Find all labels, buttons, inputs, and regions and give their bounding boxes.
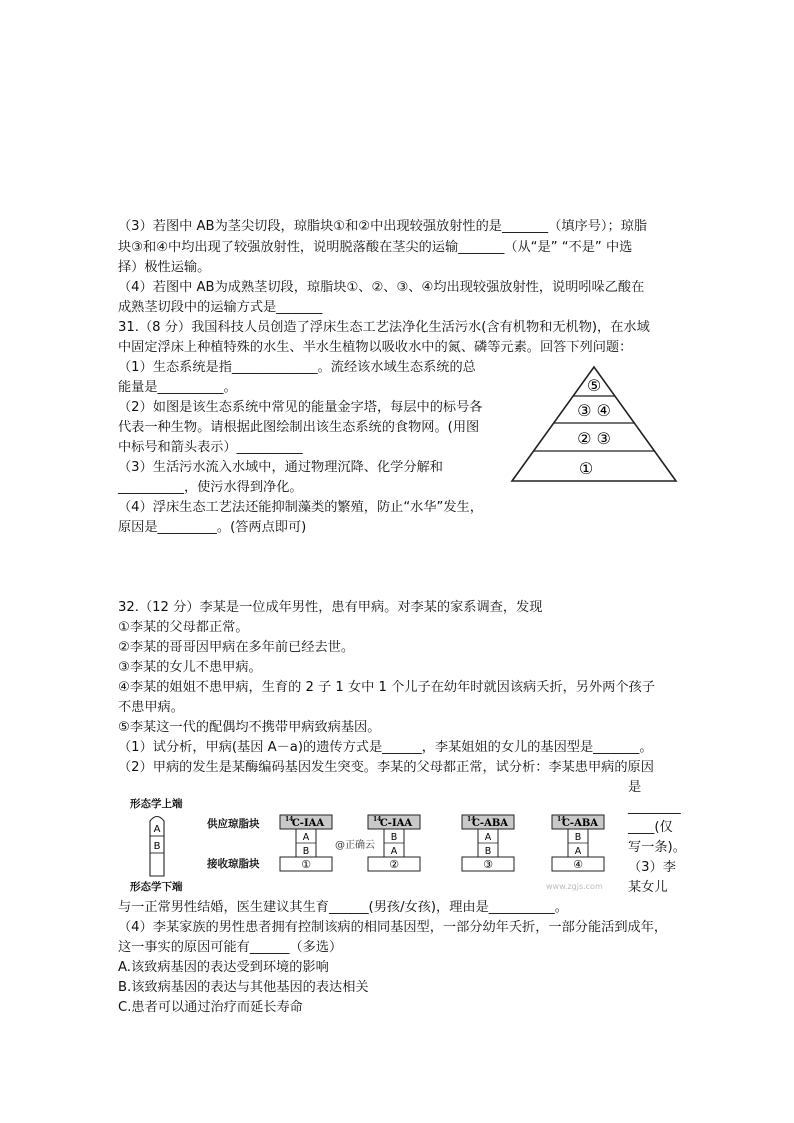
q32-line-11: （4）李某家族的男性患者拥有控制该病的相同基因型，一部分幼年夭折，一部分能活到成年， [118,920,668,935]
segment-b-label: B [153,841,161,852]
q31-line-2: 中固定浮床上种植特殊的水生、半水生植物以吸收水中的氮、磷等元素。回答下列问题： [118,340,633,355]
pyramid-layer-4: ⑤ [586,376,602,395]
q31-line-9: __________，使污水得到净化。 [118,480,303,495]
isotope-sup-2: 14 [373,816,382,823]
q32-line-3: ②李某的哥哥因甲病在多年前已经去世。 [118,640,355,655]
q30-line-1: （3）若图中 AB为茎尖切段，琼脂块①和②中出现较强放射性的是_______（填序号）；琼脂 [118,219,648,234]
apical-end-label: 形态学上端 [130,798,183,810]
supply-block-label: 供应琼脂块 [207,818,260,830]
agar-block-experiment-figure [128,796,628,896]
basal-end-label: 形态学下端 [130,881,183,893]
energy-pyramid [510,365,680,485]
q31-line-10: （4）浮床生态工艺法还能抑制藻类的繁殖，防止“水华”发生， [118,500,483,515]
q31-line-8: （3）生活污水流入水域中，通过物理沉降、化学分解和 [118,460,443,475]
site-watermark: www.zgjs.com [546,882,603,891]
segment-top-3: A [484,832,492,843]
segment-bottom-4: A [574,846,582,857]
hormone-label-3: C-ABA [471,818,509,829]
q32-line-12: 这一事实的原因可能有______（多选） [118,940,343,955]
q31-line-3: （1）生态系统是指_____________。流经该水域生态系统的总 [118,360,476,375]
segment-bottom-1: B [302,846,310,857]
q32-right-5: （3）李 [628,860,676,875]
q32-right-2: ________ [628,800,681,815]
q30-line-5: 成熟茎切段中的运输方式是_______ [118,300,323,315]
pyramid-layer-2: ② ③ [577,429,611,448]
watermark-text: @正确云 [335,840,375,851]
pyramid-layer-3: ③ ④ [577,401,611,420]
option-c: C.患者可以通过治疗而延长寿命 [118,1000,303,1015]
segment-bottom-3: B [484,846,492,857]
isotope-sup-4: 14 [557,816,566,823]
segment-a-label: A [153,824,161,835]
pyramid-layer-1: ① [578,459,594,478]
segment-top-1: A [302,832,310,843]
receive-block-number-3: ③ [483,858,493,871]
q31-line-7: 中标号和箭头表示）__________ [118,440,303,455]
receive-block-number-1: ① [301,858,311,871]
q31-line-5: （2）如图是该生态系统中常见的能量金字塔，每层中的标号各 [118,400,483,415]
isotope-sup-3: 14 [467,816,476,823]
segment-top-2: B [390,832,398,843]
receive-block-number-4: ④ [573,858,583,871]
q32-right-3: ____(仅 [628,820,673,835]
receive-block-label: 接收琼脂块 [207,858,260,870]
q32-right-4: 写一条)。 [628,840,686,855]
q31-line-1: 31.（8 分）我国科技人员创造了浮床生态工艺法净化生活污水(含有机物和无机物)，在水域 [118,320,650,335]
q32-line-6: 不患甲病。 [118,700,184,715]
option-a: A.该致病基因的表达受到环境的影响 [118,960,329,975]
q32-line-8: （1）试分析，甲病(基因 A－a)的遗传方式是______，李某姐姐的女儿的基因型是_______。 [118,740,653,755]
q32-line-4: ③李某的女儿不患甲病。 [118,660,262,675]
q32-line-7: ⑤李某这一代的配偶均不携带甲病致病基因。 [118,720,381,735]
isotope-sup-1: 14 [285,816,294,823]
q31-line-4: 能量是__________。 [118,380,237,395]
segment-bottom-2: A [390,846,398,857]
hormone-label-1: C-IAA [291,818,325,829]
q32-line-5: ④李某的姐姐不患甲病，生育的 2 子 1 女中 1 个儿子在幼年时就因该病夭折，另外两个孩子 [118,680,655,695]
option-b: B.该致病基因的表达与其他基因的表达相关 [118,980,369,995]
q31-line-11: 原因是_________。(答两点即可) [118,520,307,535]
q30-line-2: 块③和④中均出现了较强放射性，说明脱落酸在茎尖的运输_______（从“是” “不是” 中选 [118,240,633,255]
q32-line-9: （2）甲病的发生是某酶编码基因发生突变。李某的父母都正常，试分析：李某患甲病的原因 [118,760,654,775]
segment-top-4: B [574,832,582,843]
q32-right-6: 某女儿 [628,880,668,895]
hormone-label-2: C-IAA [379,818,413,829]
receive-block-number-2: ② [389,858,399,871]
q32-line-10: 与一正常男性结婚，医生建议其生育______(男孩/女孩)，理由是__________。 [118,900,568,915]
q32-line-1: 32.（12 分）李某是一位成年男性，患有甲病。对李某的家系调查，发现 [118,600,543,615]
q32-right-1: 是 [628,780,642,795]
q30-line-4: （4）若图中 AB为成熟茎切段，琼脂块①、②、③、④均出现较强放射性，说明吲哚乙酸在 [118,280,645,295]
hormone-label-4: C-ABA [561,818,599,829]
q30-line-3: 择）极性运输。 [118,260,211,275]
q32-line-2: ①李某的父母都正常。 [118,620,249,635]
q31-line-6: 代表一种生物。请根据此图绘制出该生态系统的食物网。(用图 [118,420,480,435]
